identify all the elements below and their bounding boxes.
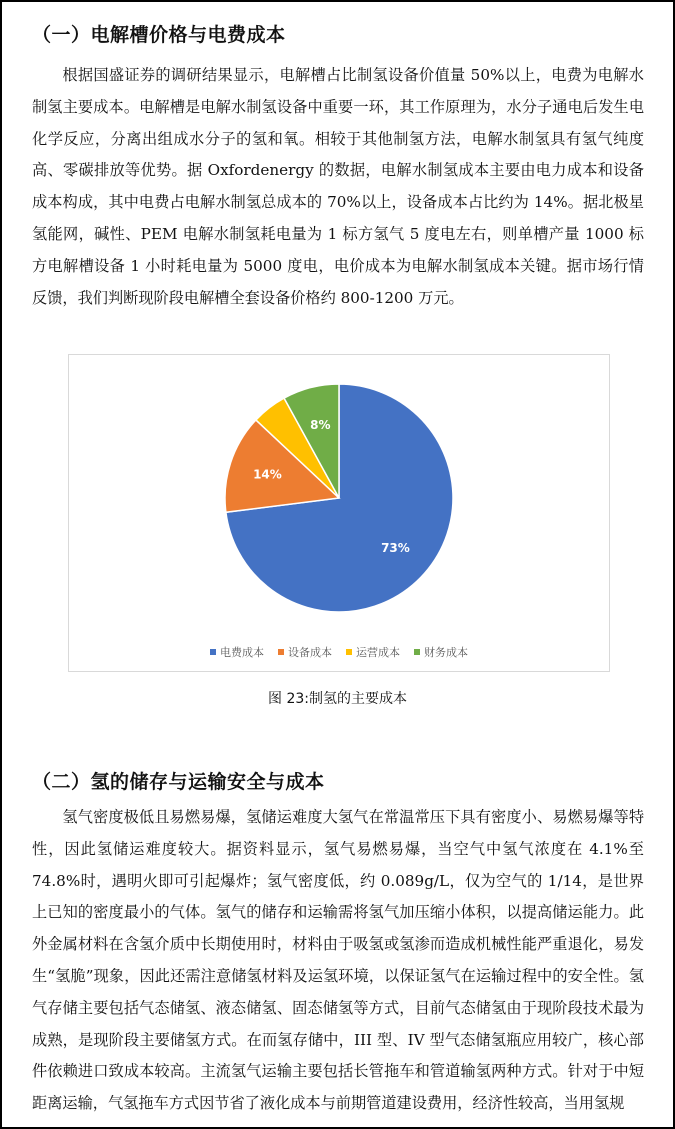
chart-legend (69, 644, 609, 660)
pie-chart (68, 354, 610, 672)
legend-item (414, 644, 468, 660)
legend-swatch-electricity (210, 649, 216, 655)
pie-data-label: 14% (253, 467, 282, 482)
section-heading-1: （一）电解槽价格与电费成本 (32, 24, 286, 46)
legend-swatch-operation (346, 649, 352, 655)
section-paragraph-1: 根据国盛证券的调研结果显示，电解槽占比制氢设备价值量 50%以上，电费为电解水制氢主要成本。电解槽是电解水制氢设备中重要一环，其工作原理为，水分子通电后发生电化学反应，分离出组成水分子的氢和氧。相较于其他制氢方法，电解水制氢具有氢气纯度高、零碳排放等优势。据 Oxfordenergy 的数据，电解水制氢成本主要由电力成本和设备成本构成，其中电费占电解水制氢总成本的 70%以上，设备成本占比约为 14%。据北极星氢能网，碱性、PEM 电解水制氢耗电量为 1 标方氢气 5 度电左右，则单槽产量 1000 标方电解槽设备 1 小时耗电量为 5000 度电，电价成本为电解水制氢成本关键。据市场行情反馈，我们判断现阶段电解槽全套设备价格约 800-1200 万元。 (32, 66, 644, 307)
legend-label: 运营成本 (356, 646, 400, 659)
legend-label: 电费成本 (220, 646, 264, 659)
pie-chart-plot (69, 355, 609, 645)
pie-data-label: 8% (310, 418, 331, 433)
legend-swatch-finance (414, 649, 420, 655)
legend-item (346, 644, 400, 660)
legend-label: 财务成本 (424, 646, 468, 659)
section-heading-2: （二）氢的储存与运输安全与成本 (32, 771, 325, 793)
figure-caption: 图 23:制氢的主要成本 (268, 691, 407, 707)
section-paragraph-2: 氢气密度极低且易燃易爆，氢储运难度大氢气在常温常压下具有密度小、易燃易爆等特性，因此氢储运难度较大。据资料显示，氢气易燃易爆，当空气中氢气浓度在 4.1%至 74.8%时，遇明火即可引起爆炸；氢气密度低，约 0.089g/L，仅为空气的 1/14，是世界上已知的密度最小的气体。氢气的储存和运输需将氢气加压缩小体积，以提高储运能力。此外金属材料在含氢介质中长期使用时，材料由于吸氢或氢渗而造成机械性能严重退化，易发生“氢脆”现象，因此还需注意储氢材料及运氢环境，以保证氢气在运输过程中的安全性。氢气存储主要包括气态储氢、液态储氢、固态储氢等方式，目前气态储氢由于现阶段技术最为成熟，是现阶段主要储氢方式。在而氢存储中，III 型、IV 型气态储氢瓶应用较广，核心部件依赖进口致成本较高。主流氢气运输主要包括长管拖车和管道输氢两种方式。针对于中短距离运输，气氢拖车方式因节省了液化成本与前期管道建设费用，经济性较高，当用氢规 (32, 808, 644, 1113)
pie-data-label: 73% (381, 540, 410, 555)
legend-swatch-equipment (278, 649, 284, 655)
legend-item (210, 644, 264, 660)
legend-item (278, 644, 332, 660)
legend-label: 设备成本 (288, 646, 332, 659)
